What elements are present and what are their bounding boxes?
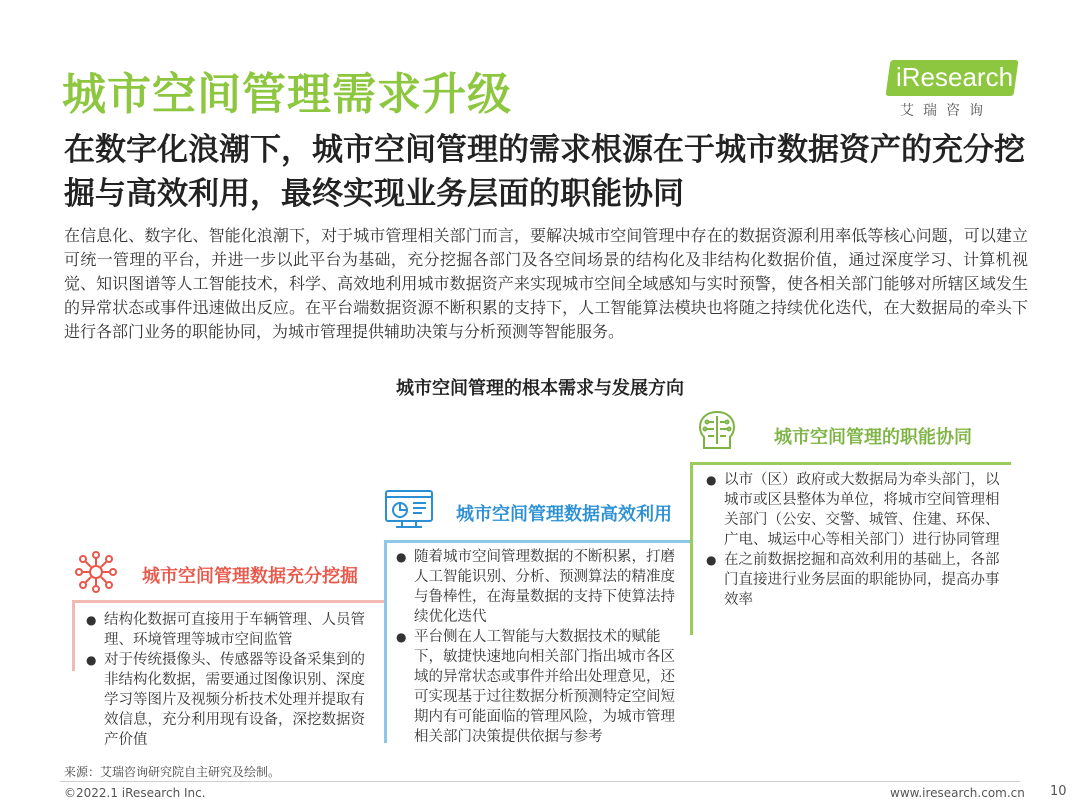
footer-divider [60, 781, 1020, 782]
logo-subtext: 艾瑞咨询 [900, 103, 992, 119]
step-2-label: 城市空间管理数据高效利用 [456, 504, 672, 525]
iresearch-logo [888, 60, 1038, 124]
data-network-icon [74, 550, 118, 594]
step-1-bullet: ● 对于传统摄像头、传感器等设备采集到的非结构化数据，需要通过图像识别、深度学习等图片及视频分析技术处理并提取有效信息，充分利用现有设备，深挖数据资产价值 [86, 650, 378, 750]
body-paragraph: 在信息化、数字化、智能化浪潮下，对于城市管理相关部门而言，要解决城市空间管理中存在的数据资源利用率低等核心问题，可以建立可统一管理的平台，并进一步以此平台为基础，充分挖掘各部门及各空间场景的结构化及非结构化数据价值，通过深度学习、计算机视觉、知识图谱等人工智能技术，科学、高效地利用城市数据资产来实现城市空间全域感知与实时预警，使各相关部门能够对所辖区域发生的异常状态或事件迅速做出反应。在平台端数据资源不断积累的支持下，人工智能算法模块也将随之持续优化迭代，在大数据局的牵头下进行各部门业务的职能协同，为城市管理提供辅助决策与分析预测等智能服务。 [64, 226, 1028, 341]
step-2-bullets [396, 547, 686, 747]
page-title: 城市空间管理需求升级 [62, 69, 512, 120]
step-2-bullet: ● 随着城市空间管理数据的不断积累，打磨人工智能识别、分析、预测算法的精准度与鲁棒性，在海量数据的支持下使算法持续优化迭代 [396, 547, 686, 627]
step-3-bullet: ● 在之前数据挖掘和高效利用的基础上，各部门直接进行业务层面的职能协同，提高办事效率 [706, 550, 1002, 610]
step-1-label: 城市空间管理数据充分挖掘 [142, 566, 358, 587]
diagram-title: 城市空间管理的根本需求与发展方向 [396, 378, 684, 399]
step-2-bullet: ● 平台侧在人工智能与大数据技术的赋能下，敏捷快速地向相关部门指出城市各区域的异常状态或事件并给出处理意见，还可实现基于过往数据分析预测特定空间短期内有可能面临的管理风险，为城市管理相关部门决策提供依据与参考 [396, 627, 686, 747]
website-link[interactable]: www.iresearch.com.cn [890, 786, 1025, 800]
step-1-bullet: ● 结构化数据可直接用于车辆管理、人员管理、环境管理等城市空间监管 [86, 610, 378, 650]
copyright: ©2022.1 iResearch Inc. [64, 786, 206, 800]
brain-circuit-icon [694, 408, 740, 454]
logo-text: iResearch [896, 62, 1014, 92]
step-3-bullets [706, 470, 1002, 610]
step-3-label: 城市空间管理的职能协同 [774, 427, 972, 448]
dashboard-icon [384, 488, 434, 530]
page-number: 10 [1050, 784, 1067, 799]
step-1-bullets [86, 610, 378, 750]
source-note: 来源：艾瑞咨询研究院自主研究及绘制。 [64, 765, 281, 779]
headline: 在数字化浪潮下，城市空间管理的需求根源在于城市数据资产的充分挖掘与高效利用，最终实现业务层面的职能协同 [64, 132, 1025, 212]
step-3-bullet: ● 以市（区）政府或大数据局为牵头部门，以城市或区县整体为单位，将城市空间管理相关部门（公安、交警、城管、住建、环保、广电、城运中心等相关部门）进行协同管理 [706, 470, 1002, 550]
